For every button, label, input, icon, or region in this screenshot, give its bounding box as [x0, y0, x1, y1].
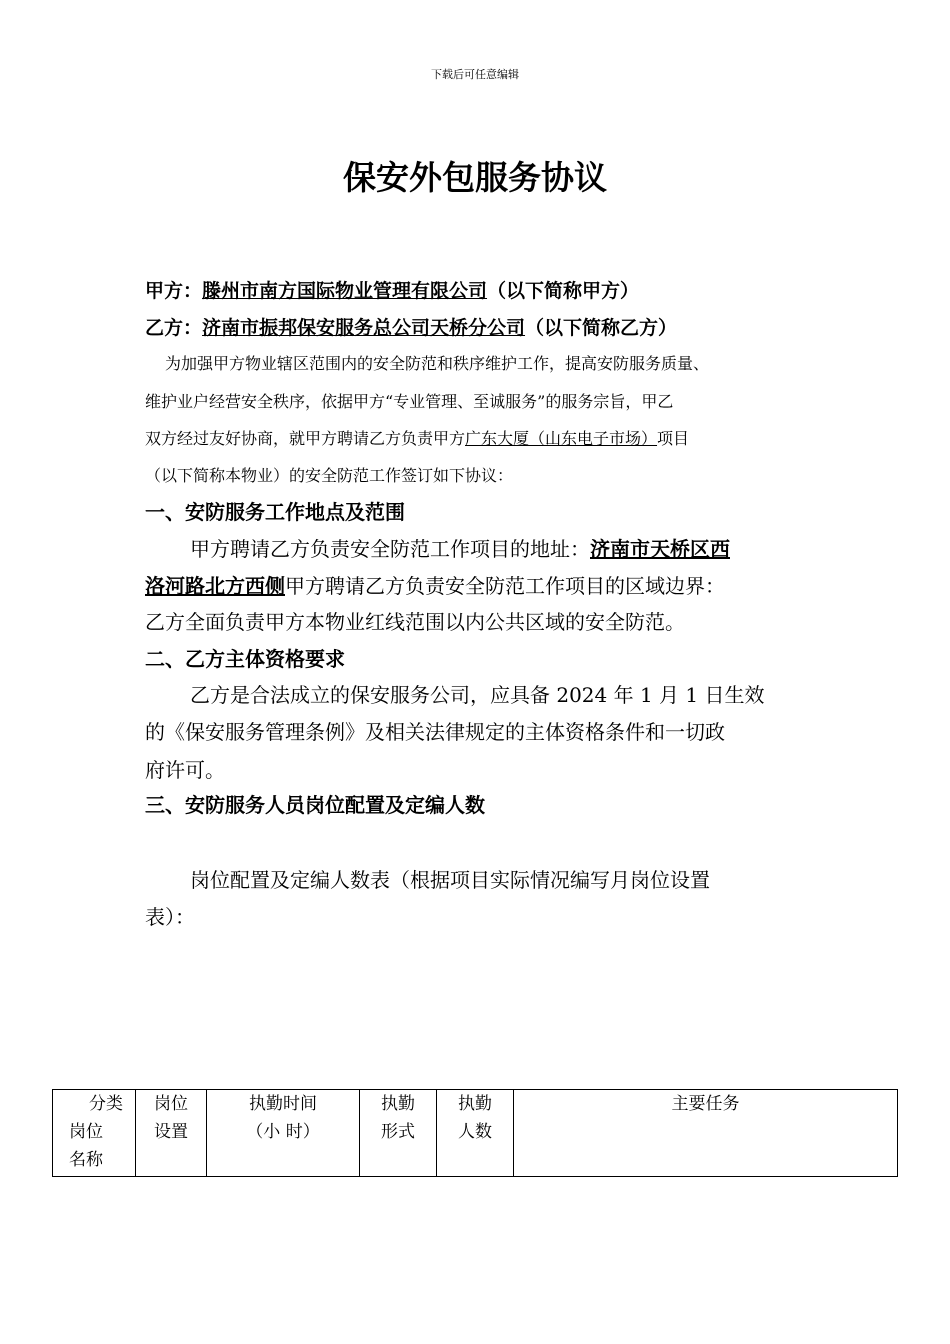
- table-header-row: [53, 1090, 898, 1177]
- s2-line-3: 府许可。: [145, 758, 225, 782]
- header-cell-main-tasks: 主要任务: [514, 1090, 898, 1177]
- party-a-label: 甲方：: [145, 280, 203, 302]
- address-part-2: 洛河路北方西侧: [145, 574, 285, 598]
- header-cell-category: 分类 岗位 名称: [53, 1090, 136, 1177]
- s2-line-2: 的《保安服务管理条例》及相关法律规定的主体资格条件和一切政: [145, 720, 725, 744]
- header-note: 下载后可任意编辑: [431, 68, 519, 81]
- document-title: 保安外包服务协议: [343, 158, 607, 197]
- section-1-title: 一、安防服务工作地点及范围: [145, 500, 405, 524]
- party-a-suffix: （以下简称甲方）: [487, 280, 640, 302]
- s1-line-2-suffix: 甲方聘请乙方负责安全防范工作项目的区域边界：: [285, 574, 725, 598]
- intro-line-4: （以下简称本物业）的安全防范工作签订如下协议：: [145, 466, 514, 485]
- s2-line-1: 乙方是合法成立的保安服务公司，应具备 2024 年 1 月 1 日生效: [190, 683, 765, 707]
- party-b-label: 乙方：: [145, 317, 203, 339]
- section-3-title: 三、安防服务人员岗位配置及定编人数: [145, 793, 485, 817]
- s1-line-2: [145, 570, 725, 599]
- party-a-line: [145, 276, 639, 303]
- party-b-name: 济南市振邦保安服务总公司天桥分公司: [202, 317, 526, 339]
- party-a-name: 滕州市南方国际物业管理有限公司: [202, 280, 488, 302]
- header-cell-duty-time: 执勤时间 （小 时）: [207, 1090, 360, 1177]
- section-2-title: 二、乙方主体资格要求: [145, 647, 345, 671]
- address-part-1: 济南市天桥区西: [590, 537, 730, 561]
- s1-line-3: 乙方全面负责甲方本物业红线范围以内公共区域的安全防范。: [145, 610, 685, 634]
- intro-line-2: 维护业户经营安全秩序，依据甲方“专业管理、至诚服务”的服务宗旨，甲乙: [145, 392, 674, 411]
- s3-line-2: 表）：: [145, 905, 195, 929]
- intro-line-3: [145, 426, 689, 449]
- party-b-line: [145, 313, 677, 340]
- party-b-suffix: （以下简称乙方）: [525, 317, 678, 339]
- s1-line-1: [190, 533, 730, 562]
- intro-line-3-suffix: 项目: [657, 429, 690, 448]
- s1-line-1-prefix: 甲方聘请乙方负责安全防范工作项目的地址：: [190, 537, 590, 561]
- header-cell-post: 岗位 设置: [136, 1090, 207, 1177]
- project-name: 广东大厦（山东电子市场）: [465, 429, 658, 448]
- intro-line-3-prefix: 双方经过友好协商，就甲方聘请乙方负责甲方: [145, 429, 466, 448]
- s3-line-1: 岗位配置及定编人数表（根据项目实际情况编写月岗位设置: [190, 868, 710, 892]
- post-config-table: [52, 1089, 898, 1177]
- intro-line-1: 为加强甲方物业辖区范围内的安全防范和秩序维护工作，提高安防服务质量、: [165, 354, 710, 373]
- header-cell-duty-count: 执勤 人数: [437, 1090, 514, 1177]
- header-cell-duty-form: 执勤 形式: [360, 1090, 437, 1177]
